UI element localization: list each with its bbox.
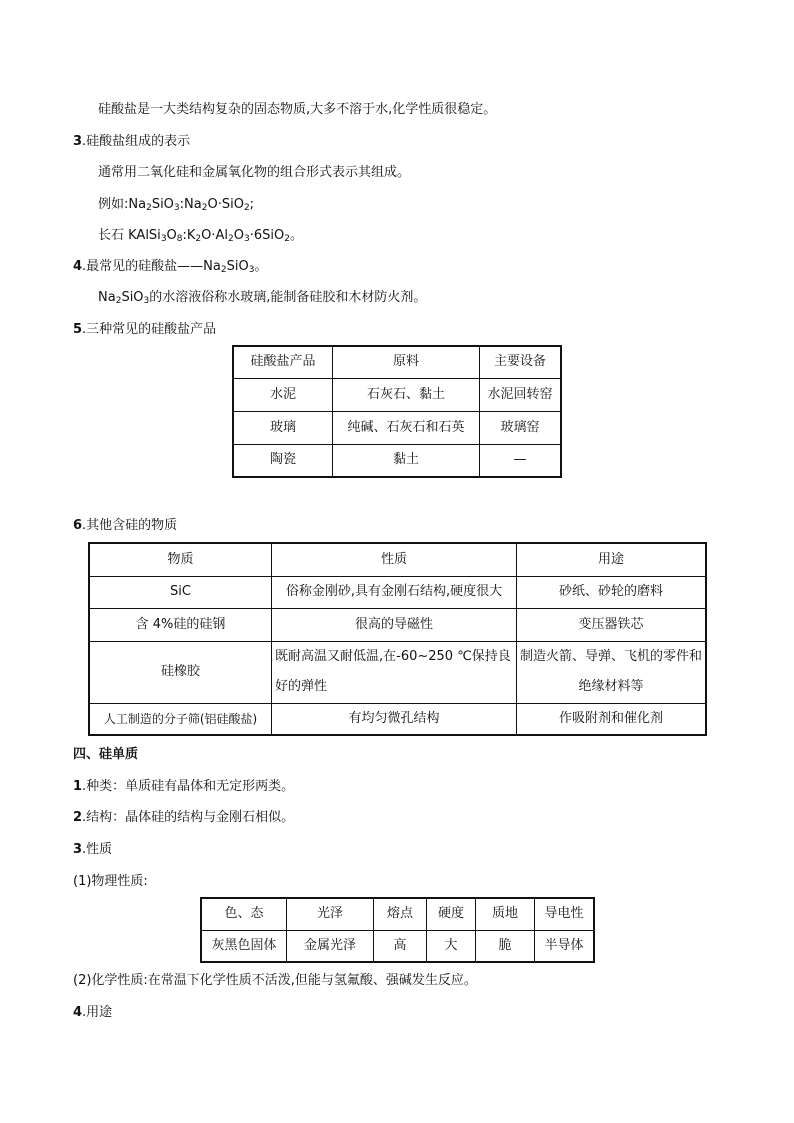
table-cell: 玻璃窑 [480,411,562,444]
table-row [89,703,706,735]
section-4-heading: 4.最常见的硅酸盐$——Na_2SiO_3$。 [73,259,268,275]
section-5-heading: 5.三种常见的硅酸盐产品 [73,322,217,337]
table-cell: 砂纸、砂轮的磨料 [517,576,707,608]
physical-properties-table [200,897,595,963]
table-cell: 半导体 [535,930,595,962]
table-cell: 高 [374,930,427,962]
table-cell: 作吸附剂和催化剂 [517,703,707,735]
table-cell: 陶瓷 [233,444,333,477]
silicon-substances-table [88,542,707,736]
properties-heading: 3.性质 [73,842,113,857]
section-silicon-title: 四、硅单质 [73,747,139,762]
example-sodium-silicate: 例如$:Na_2SiO_3:Na_2O\cdot SiO_2$; [98,197,255,213]
table-cell: 大 [427,930,476,962]
table-cell: SiC [89,576,272,608]
table-row [233,444,561,477]
table-cell: 人工制造的分子筛(铝硅酸盐) [89,703,272,735]
header-cell: 物质 [89,543,272,576]
header-cell: 质地 [476,898,535,930]
header-cell: 性质 [272,543,517,576]
section-6-heading: 6.其他含硅的物质 [73,518,178,533]
table-header-row [233,346,561,378]
table-header-row [89,543,706,576]
table-cell: 水泥 [233,378,333,411]
table-row [201,930,594,962]
table-header-row [201,898,594,930]
table-cell: 有均匀微孔结构 [272,703,517,735]
section-title: .硅酸盐组成的表示 [82,134,191,149]
table-cell: 制造火箭、导弹、飞机的零件和绝缘材料等 [517,641,707,703]
table-row [233,378,561,411]
physical-properties-label: (1)物理性质: [73,874,148,889]
table-cell: 玻璃 [233,411,333,444]
header-cell: 用途 [517,543,707,576]
example-feldspar: 长石 $KAlSi_3O_8:K_2O\cdot Al_2O_3\cdot 6SiO_2$。 [98,228,303,244]
header-cell: 硅酸盐产品 [233,346,333,378]
table-cell: 纯碱、石灰石和石英 [333,411,480,444]
structure-paragraph: 2.结构：晶体硅的结构与金刚石相似。 [73,810,295,825]
table-cell: 变压器铁芯 [517,608,707,641]
header-cell: 硬度 [427,898,476,930]
table-cell: 既耐高温又耐低温,在-60~250 ℃保持良好的弹性 [272,641,517,703]
table-cell: 金属光泽 [287,930,374,962]
table-row [89,576,706,608]
table-cell: — [480,444,562,477]
table-row [89,608,706,641]
header-cell: 原料 [333,346,480,378]
table-cell: 很高的导磁性 [272,608,517,641]
intro-text: 硅酸盐是一大类结构复杂的固态物质,大多不溶于水,化学性质很稳定。 [98,102,497,117]
water-glass-text: $Na_2SiO_3$的水溶液俗称水玻璃,能制备硅胶和木材防火剂。 [98,290,427,306]
table-row [89,641,706,703]
table-row [233,411,561,444]
header-cell: 熔点 [374,898,427,930]
section-3-heading [73,133,190,151]
chemical-properties-text: (2)化学性质:在常温下化学性质不活泼,但能与氢氟酸、强碱发生反应。 [73,973,477,988]
table-cell: 含 4%硅的硅钢 [89,608,272,641]
table-cell: 灰黑色固体 [201,930,287,962]
table-cell: 硅橡胶 [89,641,272,703]
uses-heading: 4.用途 [73,1005,113,1020]
table-cell: 脆 [476,930,535,962]
table-cell: 水泥回转窑 [480,378,562,411]
composition-text: 通常用二氧化硅和金属氧化物的组合形式表示其组成。 [98,165,411,180]
header-cell: 主要设备 [480,346,562,378]
types-paragraph: 1.种类：单质硅有晶体和无定形两类。 [73,779,295,794]
header-cell: 色、态 [201,898,287,930]
table-cell: 黏土 [333,444,480,477]
header-cell: 光泽 [287,898,374,930]
section-number: 3 [73,134,83,149]
table-cell: 俗称金刚砂,具有金刚石结构,硬度很大 [272,576,517,608]
silicate-products-table [232,345,562,478]
header-cell: 导电性 [535,898,595,930]
table-cell: 石灰石、黏土 [333,378,480,411]
